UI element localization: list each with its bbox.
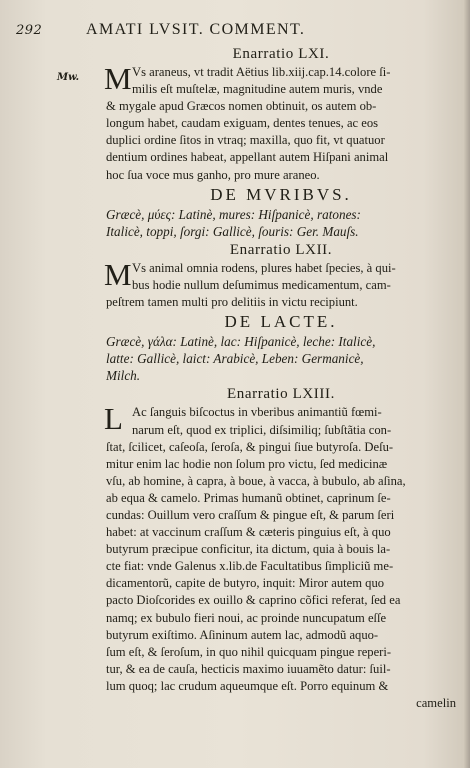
text-line: bus hodie nullum deſumimus medicamentum, cam-: [132, 277, 391, 292]
text-line: lum quoq; lac crudum aqueumque eſt. Porro equinum &: [106, 678, 389, 693]
dropcap: M: [104, 61, 132, 96]
text-line: ſum eſt, & ſeroſum, in quo nihil quicquam pingue reperi-: [106, 644, 392, 659]
text-line: pacto Dioſcorides ex ouillo & caprino cõfici referat, ſed ea: [106, 593, 401, 608]
text-line: Vs animal omnia rodens, plures habet ſpecies, à qui-: [132, 260, 396, 275]
text-line: butyrum exiſtimo. Aſininum autem lac, admodũ aquo-: [106, 627, 379, 642]
section-title-de-muribus: DE MVRIBVS.: [210, 184, 352, 204]
margin-note: Mw.: [57, 72, 80, 83]
text-line: ſtat, ſcilicet, caſeoſa, ſeroſa, & pingui ſiue butyroſa. Deſu-: [106, 439, 394, 454]
text-line: namq; ex bubulo fieri noui, ac proinde nuncupatum eſſe: [106, 610, 387, 625]
enarratio-62-heading: Enarratio LXII.: [229, 241, 333, 258]
names-line: Milch.: [106, 368, 141, 384]
text-line: dentium ordines habeat, appellant autem Hiſpani animal: [106, 150, 389, 165]
section-title-de-lacte: DE LACTE.: [224, 312, 338, 332]
text-line: hoc ſua voce mus ganho, pro mure araneo.: [106, 167, 320, 182]
running-head: AMATI LVSIT. COMMENT.: [86, 21, 306, 38]
names-line: Italicè, toppi, ſorgi: Gallicè, ſouris: Ger. Mauſs.: [106, 223, 359, 239]
text-line: mitur enim lac hodie non ſolum pro victu, ſed medicinæ: [106, 456, 388, 471]
text-line: habet: at vaccinum craſſum & cæteris pinguius eſt, à quo: [106, 525, 391, 540]
text-line: Ac ſanguis biſcoctus in vberibus animantiũ fœmi-: [132, 405, 382, 420]
body-text: [106, 44, 456, 712]
text-line: cte fiat: vnde Galenus x.lib.de Facultatibus ſimpliciũ me-: [106, 559, 394, 574]
text-line: vſu, ab homine, à capra, à boue, à vacca, à bubulo, ab aſina,: [106, 473, 406, 488]
text-line: Vs araneus, vt tradit Aëtius lib.xiij.cap.14.colore ſi-: [132, 65, 391, 79]
enarratio-63-heading: Enarratio LXIII.: [227, 386, 335, 403]
text-line: & mygale apud Græcos nomen obtinuit, os autem ob-: [106, 99, 377, 114]
page-header: [16, 21, 452, 43]
text-line: tur, & ea de cauſa, hecticis maximo iuuamẽto datur: ſuil-: [106, 661, 391, 676]
catchword: camelin: [416, 696, 456, 710]
page-edge: [464, 0, 470, 768]
enarratio-61-paragraph: [104, 61, 456, 184]
text-line: cundas: Ouillum vero craſſum & pingue eſt, & parum ſeri: [106, 507, 395, 522]
names-line: latte: Gallicè, laict: Arabicè, Leben: Germanicè,: [106, 351, 364, 367]
text-line: dicamentorũ, capite de butyro, inquit: Miror autem quo: [106, 576, 385, 591]
enarratio-63-paragraph: [104, 401, 456, 712]
names-line: Græcè, μύες: Latinè, mures: Hiſpanicè, ratones:: [106, 206, 361, 222]
text-line: ab equa & camelo. Primas humanũ obtinet, caprinum ſe-: [106, 490, 391, 505]
enarratio-62-paragraph: [104, 256, 456, 311]
text-line: narum eſt, quod ex triplici, diſsimiliq; ſubſtãtia con-: [132, 422, 392, 437]
text-line: peſtrem tamen multi pro delitiis in victu recipiunt.: [106, 295, 358, 310]
dropcap: M: [104, 256, 132, 292]
text-line: butyrum præcipue conficitur, ita dictum, quia à bouis la-: [106, 542, 391, 557]
names-line: Græcè, γάλα: Latinè, lac: Hiſpanicè, leche: Italicè,: [106, 334, 376, 350]
page-number: 292: [16, 23, 43, 38]
dropcap: L: [104, 401, 123, 437]
text-line: duplici ordine ſitos in vtraq; maxilla, quo fit, vt quatuor: [106, 133, 385, 148]
text-line: milis eſt muſtelæ, magnitudine autem muris, vnde: [132, 82, 383, 97]
text-line: longum habet, caudam exiguam, dentes tenues, ac eos: [106, 116, 379, 131]
enarratio-61-heading: Enarratio LXI.: [232, 46, 330, 62]
